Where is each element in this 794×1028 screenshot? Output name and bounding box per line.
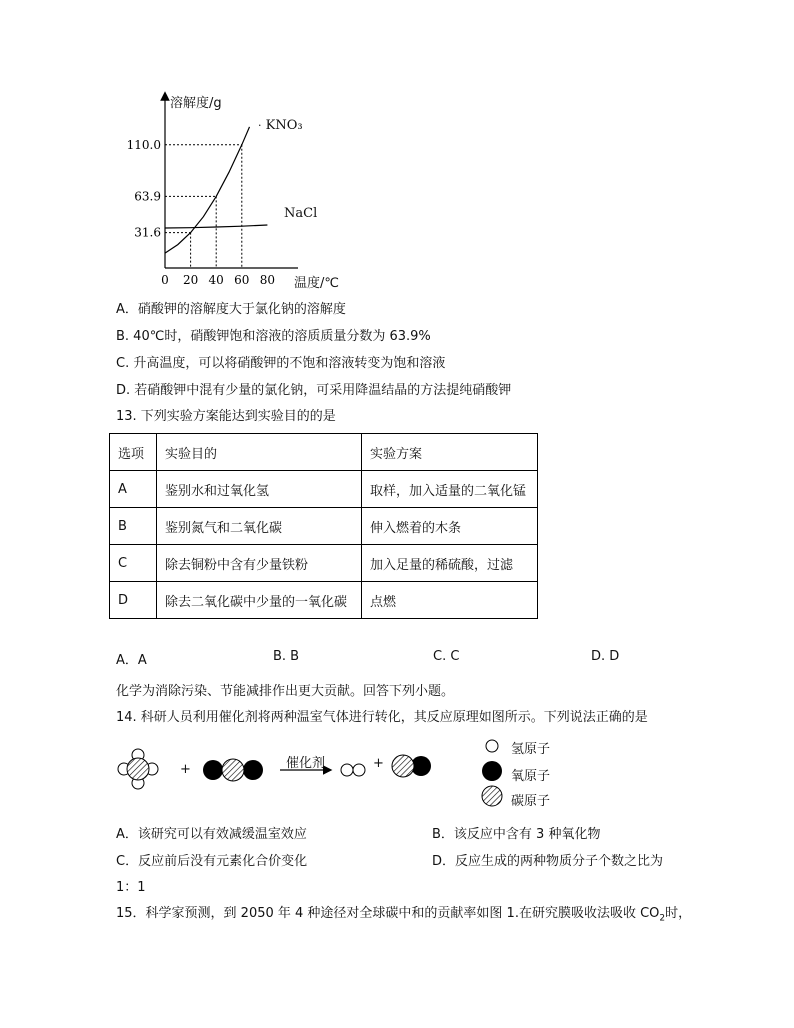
q14-option-d: D．反应生成的两种物质分子个数之比为	[432, 854, 664, 869]
q14-option-b: B．该反应中含有 3 种氧化物	[432, 827, 601, 842]
carbon-atom-icon	[482, 786, 502, 806]
q13-stem: 13. 下列实验方案能达到实验目的的是	[116, 409, 336, 424]
methane-molecule	[118, 749, 158, 789]
q13-option-c: C. C	[433, 649, 460, 664]
table-cell: D	[110, 582, 157, 619]
table-cell: 点燃	[362, 582, 538, 619]
y-tick-label: 31.6	[134, 225, 161, 240]
reaction-diagram	[112, 736, 442, 804]
solubility-chart	[120, 88, 350, 293]
header-cell: 实验方案	[362, 434, 538, 471]
table-cell: 伸入燃着的木条	[362, 508, 538, 545]
table-cell: 除去铜粉中含有少量铁粉	[157, 545, 362, 582]
table-cell: A	[110, 471, 157, 508]
q13-option-b: B. B	[273, 649, 300, 664]
q15-stem: 15．科学家预测，到 2050 年 4 种途径对全球碳中和的贡献率如图 1.在研究膜吸收法吸收 $CO_2$时，	[116, 906, 692, 924]
y-tick-label: 110.0	[126, 137, 161, 152]
plus-sign: +	[373, 756, 384, 771]
x-tick-label: 20	[182, 273, 199, 287]
legend-kno3: · KNO₃	[258, 118, 303, 133]
q14-option-c: C．反应前后没有元素化合价变化	[116, 854, 308, 869]
q14-option-a: A．该研究可以有效减缓温室效应	[116, 827, 307, 842]
table-cell: 鉴别氮气和二氧化碳	[157, 508, 362, 545]
x-tick-label: 40	[208, 273, 224, 287]
plus-sign: +	[180, 762, 191, 777]
table-row	[110, 545, 538, 582]
legend-oxygen-label: 氧原子	[511, 769, 551, 784]
legend-carbon-label: 碳原子	[511, 794, 551, 809]
table-header-row	[110, 434, 538, 471]
table-cell: 取样，加入适量的二氧化锰	[362, 471, 538, 508]
catalyst-label: 催化剂	[286, 756, 326, 771]
q14-stem: 14. 科研人员利用催化剂将两种温室气体进行转化，其反应原理如图所示。下列说法正确的是	[116, 710, 648, 725]
q13-table	[109, 433, 538, 619]
table-cell: C	[110, 545, 157, 582]
q12-option-a: A．硝酸钾的溶解度大于氯化钠的溶解度	[116, 302, 346, 317]
hydrogen-atom-icon	[486, 740, 498, 752]
table-cell: 除去二氧化碳中少量的一氧化碳	[157, 582, 362, 619]
header-cell: 实验目的	[157, 434, 362, 471]
table-cell: 鉴别水和过氧化氢	[157, 471, 362, 508]
hydrogen-molecule	[341, 764, 365, 776]
carbon-dioxide-molecule	[203, 759, 263, 781]
q12-option-c: C. 升高温度，可以将硝酸钾的不饱和溶液转变为饱和溶液	[116, 356, 446, 371]
q12-option-d: D. 若硝酸钾中混有少量的氯化钠，可采用降温结晶的方法提纯硝酸钾	[116, 383, 512, 398]
y-tick-label: 63.9	[134, 189, 161, 204]
table-row	[110, 471, 538, 508]
x-tick-label: 80	[259, 273, 276, 287]
q14-option-d-continued: 1：1	[116, 880, 146, 895]
x-axis-label: 温度/℃	[294, 276, 339, 291]
table-cell: 加入足量的稀硫酸，过滤	[362, 545, 538, 582]
q13-option-d: D. D	[591, 649, 620, 664]
section-intro: 化学为消除污染、节能减排作出更大贡献。回答下列小题。	[116, 684, 455, 699]
x-tick-label: 0	[161, 273, 169, 287]
header-cell: 选项	[110, 434, 157, 471]
q13-option-a: A．A	[116, 653, 147, 668]
q12-option-b: B. 40℃时，硝酸钾饱和溶液的溶质质量分数为 63.9%	[116, 329, 431, 344]
kno3-curve	[165, 127, 250, 253]
legend-hydrogen-label: 氢原子	[511, 742, 551, 757]
table-row	[110, 582, 538, 619]
carbon-monoxide-molecule	[392, 755, 431, 777]
y-axis-label: 溶解度/g	[170, 96, 222, 111]
x-tick-label: 60	[234, 273, 250, 287]
atom-legend	[480, 736, 504, 808]
table-cell: B	[110, 508, 157, 545]
legend-nacl: NaCl	[284, 206, 318, 221]
oxygen-atom-icon	[482, 761, 502, 781]
table-row	[110, 508, 538, 545]
